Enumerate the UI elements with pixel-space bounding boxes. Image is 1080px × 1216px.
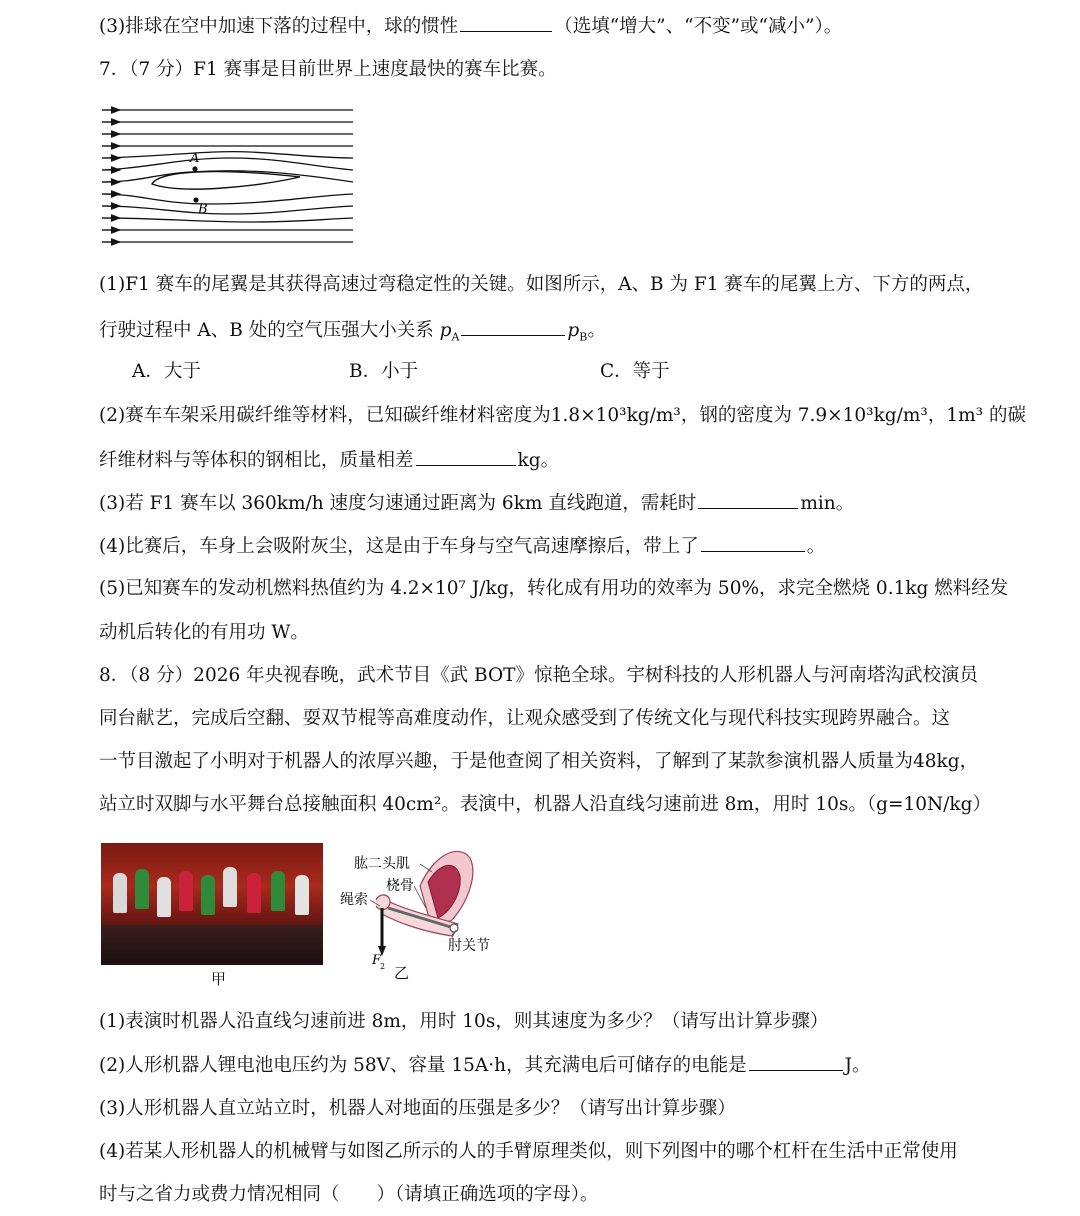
q7-part5-line1: (5)已知赛车的发动机燃料热值约为 4.2×10⁷ J/kg，转化成有用功的效率为 50%，求完全燃烧 0.1kg 燃料经发 bbox=[99, 578, 1009, 599]
wing-airfoil bbox=[152, 172, 300, 190]
q7-part4-suffix: 。 bbox=[806, 536, 826, 557]
pa-symbol: p bbox=[439, 320, 452, 341]
q8-line2: 同台献艺，完成后空翻、耍双节棍等高难度动作，让观众感受到了传统文化与现代科技实现跨界融合。这 bbox=[99, 708, 951, 729]
q8-part2 bbox=[99, 1052, 871, 1079]
q6-part3-text: (3)排球在空中加速下落的过程中，球的惯性 bbox=[99, 16, 459, 37]
flow-arrows bbox=[102, 110, 120, 242]
q7-part1-suffix: 。 bbox=[587, 320, 606, 341]
label-elbow: 肘关节 bbox=[448, 938, 490, 954]
label-rope: 绳索 bbox=[340, 892, 368, 908]
robot-figure bbox=[295, 875, 309, 915]
caption-jia: 甲 bbox=[211, 970, 227, 988]
arm-lever-diagram bbox=[340, 842, 510, 982]
q7-header: 7．（7 分）F1 赛事是目前世界上速度最快的赛车比赛。 bbox=[99, 59, 557, 80]
q7-part1-blank[interactable] bbox=[461, 317, 565, 336]
airfoil-streamline-figure bbox=[100, 100, 360, 252]
robot-figure bbox=[157, 877, 171, 917]
q7-part3-suffix: min。 bbox=[800, 493, 855, 514]
q7-part4 bbox=[99, 533, 825, 560]
pb-symbol: p bbox=[567, 320, 580, 341]
q8-part3: (3)人形机器人直立站立时，机器人对地面的压强是多少？（请写出计算步骤） bbox=[99, 1098, 736, 1119]
q7-part3-text: (3)若 F1 赛车以 360km/h 速度匀速通过距离为 6km 直线跑道，需耗时 bbox=[99, 493, 697, 514]
q7-part5-line2: 动机后转化的有用功 W。 bbox=[99, 622, 309, 643]
q8-part4-line2: 时与之省力或费力情况相同（ ）（请填正确选项的字母）。 bbox=[99, 1184, 599, 1205]
q7-part3 bbox=[99, 490, 854, 517]
q7-part4-blank[interactable] bbox=[701, 533, 805, 552]
label-f2-sub: 2 bbox=[380, 962, 386, 971]
q8-line3: 一节目激起了小明对于机器人的浓厚兴趣，于是他查阅了相关资料，了解到了某款参演机器人质量为48kg， bbox=[99, 751, 979, 772]
q7-part2-text: 纤维材料与等体积的钢相比，质量相差 bbox=[99, 450, 414, 471]
performer-figure bbox=[201, 875, 215, 915]
option-a[interactable]: A．大于 bbox=[132, 361, 201, 382]
elbow-joint bbox=[450, 924, 458, 932]
label-biceps: 肱二头肌 bbox=[354, 856, 410, 872]
q7-part2-line2 bbox=[99, 447, 559, 474]
q8-part2-text: (2)人形机器人锂电池电压约为 58V、容量 15A·h，其充满电后可储存的电能是 bbox=[99, 1055, 747, 1076]
q7-part1-text: 行驶过程中 A、B 处的空气压强大小关系 bbox=[99, 320, 434, 341]
q8-part4-line1: (4)若某人形机器人的机械臂与如图乙所示的人的手臂原理类似，则下列图中的哪个杠杆在生活中正常使用 bbox=[99, 1141, 958, 1162]
label-b: B bbox=[198, 202, 208, 217]
q7-part1-line1: (1)F1 赛车的尾翼是其获得高速过弯稳定性的关键。如图所示，A、B 为 F1 赛车的尾翼上方、下方的两点， bbox=[99, 274, 984, 295]
q6-part3-suffix: （选填“增大”、“不变”或“减小”）。 bbox=[554, 16, 843, 37]
q7-part2-suffix: kg。 bbox=[517, 450, 560, 471]
option-b[interactable]: B．小于 bbox=[349, 361, 419, 382]
q8-part1: (1)表演时机器人沿直线匀速前进 8m，用时 10s，则其速度为多少？（请写出计算步骤） bbox=[99, 1011, 829, 1032]
pb-subscript: B bbox=[579, 330, 588, 344]
q8-part2-suffix: J。 bbox=[844, 1055, 871, 1076]
label-a: A bbox=[190, 151, 200, 166]
q8-part2-blank[interactable] bbox=[749, 1052, 843, 1071]
q7-part3-blank[interactable] bbox=[698, 490, 798, 509]
label-radius: 桡骨 bbox=[386, 878, 414, 894]
hand-shape bbox=[376, 895, 390, 910]
option-c[interactable]: C．等于 bbox=[600, 361, 670, 382]
q7-part1-line2 bbox=[99, 317, 606, 351]
performer-figure bbox=[247, 873, 261, 913]
point-a bbox=[192, 166, 197, 171]
q8-line1: 8．（8 分）2026 年央视春晚，武术节目《武 BOT》惊艳全球。宇树科技的人形机器人与河南塔沟武校演员 bbox=[99, 665, 978, 686]
q6-part3 bbox=[99, 13, 842, 40]
stage-floor bbox=[101, 925, 323, 965]
q8-line4: 站立时双脚与水平舞台总接触面积 40cm²。表演中，机器人沿直线匀速前进 8m，用时 10s。（g=10N/kg） bbox=[99, 794, 991, 815]
stage-photo bbox=[101, 843, 323, 965]
robot-figure bbox=[223, 867, 237, 907]
caption-yi: 乙 bbox=[394, 964, 410, 982]
q7-part2-line1: (2)赛车车架采用碳纤维等材料，已知碳纤维材料密度为1.8×10³kg/m³，钢的密度为 7.9×10³kg/m³，1m³ 的碳 bbox=[99, 405, 1026, 426]
performer-figure bbox=[271, 871, 285, 911]
q6-part3-blank[interactable] bbox=[460, 13, 552, 32]
performer-figure bbox=[135, 869, 149, 909]
robot-figure bbox=[113, 873, 127, 913]
q7-part2-blank[interactable] bbox=[416, 447, 516, 466]
label-f2: F bbox=[372, 953, 382, 968]
q7-part4-text: (4)比赛后，车身上会吸附灰尘，这是由于车身与空气高速摩擦后，带上了 bbox=[99, 536, 699, 557]
performer-figure bbox=[179, 871, 193, 911]
pa-subscript: A bbox=[451, 330, 460, 344]
